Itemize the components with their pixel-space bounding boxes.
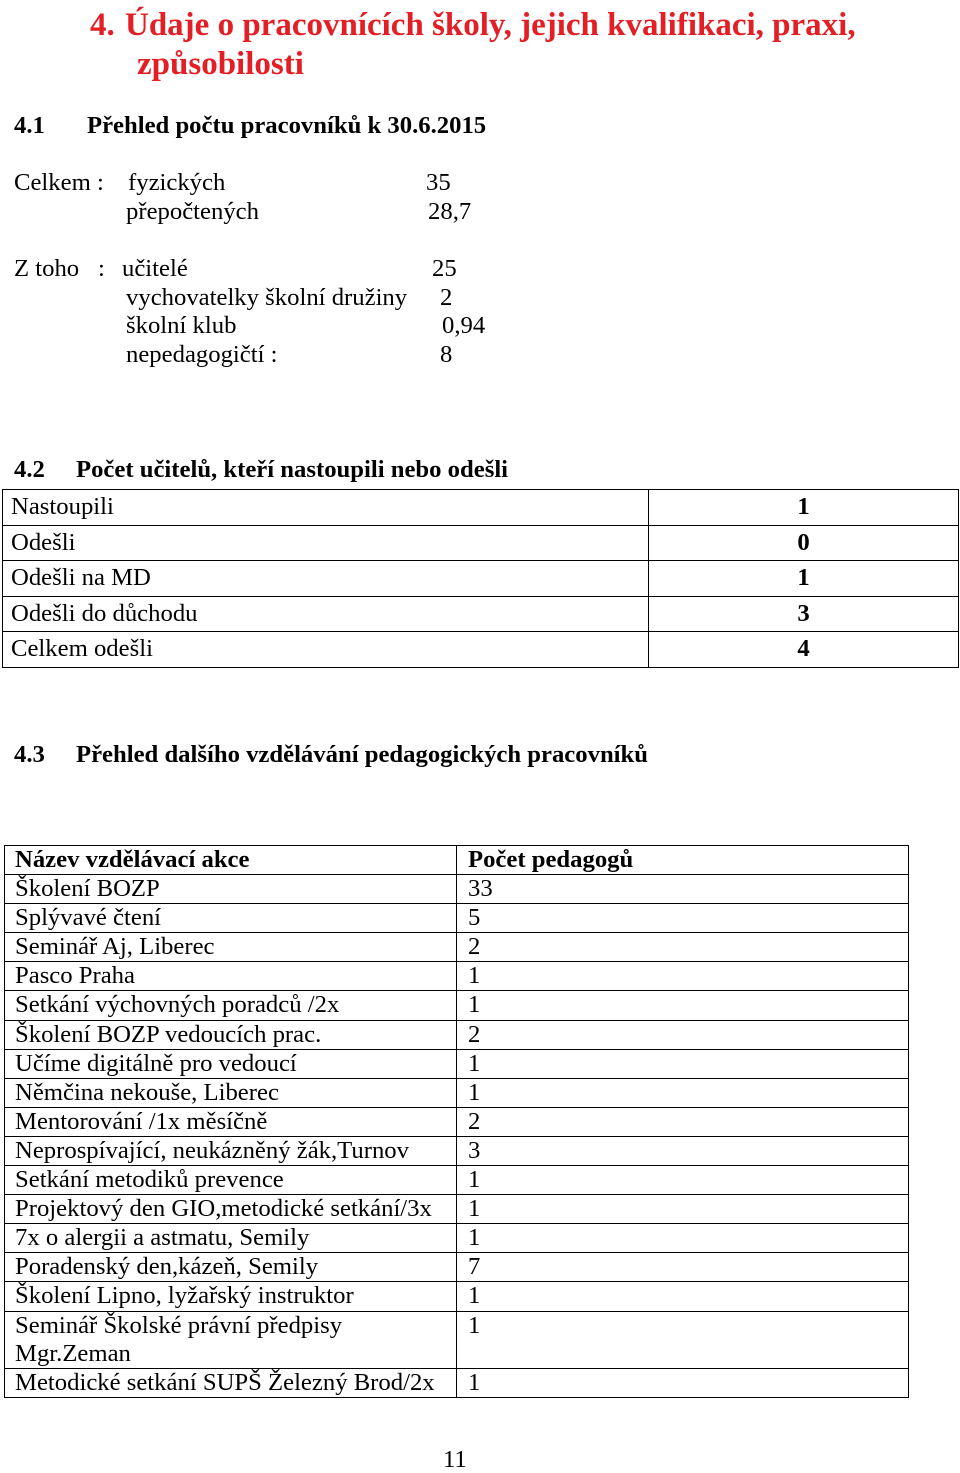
training-participant-count: 1 [457,991,909,1020]
training-row [5,1020,909,1049]
staff-change-label: Odešli [3,525,649,561]
training-participant-count: 1 [457,962,909,991]
training-row [5,1195,909,1224]
training-row [5,875,909,904]
staff-educators-label: vychovatelky školní družiny [126,283,408,311]
training-event-name: Seminář Aj, Liberec [5,933,457,962]
training-participant-count: 1 [457,1224,909,1253]
staff-change-row [3,525,959,561]
staff-non-teaching-label: nepedagogičtí : [126,340,278,368]
training-participant-count: 5 [457,904,909,933]
staff-changes-table-body [3,490,959,668]
training-event-name: Neprospívající, neukázněný žák,Turnov [5,1136,457,1165]
training-event-name: Seminář Školské právní předpisy Mgr.Zeman [5,1311,457,1368]
training-row [5,1078,909,1107]
staff-change-label: Celkem odešli [3,632,649,668]
training-participant-count: 1 [457,1049,909,1078]
staff-breakdown-label: Z toho [14,254,80,282]
training-participant-count: 1 [457,1166,909,1195]
training-event-name: Poradenský den,kázeň, Semily [5,1253,457,1282]
staff-change-count: 0 [649,525,959,561]
training-participant-count: 3 [457,1136,909,1165]
training-event-name: Školení BOZP [5,875,457,904]
training-participant-count: 1 [457,1195,909,1224]
training-row [5,1311,909,1368]
training-header-event-name: Název vzdělávací akce [5,846,457,875]
staff-breakdown-colon: : [98,254,105,282]
training-event-name: Setkání výchovných poradců /2x [5,991,457,1020]
training-participant-count: 1 [457,1311,909,1368]
staff-changes-table [2,489,959,668]
training-row [5,1368,909,1397]
staff-school-club-label: školní klub [126,311,237,339]
staff-total-fte-value: 28,7 [428,197,472,225]
page-number: 11 [443,1446,467,1473]
staff-total-physical-value: 35 [426,168,451,196]
staff-change-row [3,632,959,668]
training-row [5,1049,909,1078]
training-event-name: Učíme digitálně pro vedoucí [5,1049,457,1078]
staff-change-row [3,561,959,597]
training-event-name: Pasco Praha [5,962,457,991]
training-participant-count: 1 [457,1368,909,1397]
training-event-name: Školení BOZP vedoucích prac. [5,1020,457,1049]
training-participant-count: 2 [457,1107,909,1136]
staff-change-count: 1 [649,561,959,597]
section-number-4-2: 4.2 [14,455,45,483]
staff-change-label: Nastoupili [3,490,649,526]
training-event-name: Setkání metodiků prevence [5,1166,457,1195]
training-participant-count: 7 [457,1253,909,1282]
training-row [5,1282,909,1311]
training-event-name: Splývavé čtení [5,904,457,933]
training-event-name: 7x o alergii a astmatu, Semily [5,1224,457,1253]
training-row [5,1136,909,1165]
section-title-4-2: Počet učitelů, kteří nastoupili nebo odešli [76,455,509,483]
training-participant-count: 1 [457,1078,909,1107]
training-row [5,1253,909,1282]
section-number-4-1: 4.1 [14,111,45,139]
staff-change-count: 3 [649,596,959,632]
training-event-name: Metodické setkání SUPŠ Železný Brod/2x [5,1368,457,1397]
staff-change-label: Odešli na MD [3,561,649,597]
chapter-number: 4. [90,7,115,43]
staff-educators-value: 2 [440,283,453,311]
training-row [5,1107,909,1136]
training-row [5,1166,909,1195]
chapter-title-line-2: způsobilosti [137,46,304,82]
training-row [5,933,909,962]
training-row [5,1224,909,1253]
training-row [5,991,909,1020]
staff-total-fte-label: přepočtených [126,197,259,225]
staff-change-label: Odešli do důchodu [3,596,649,632]
training-event-name: Projektový den GIO,metodické setkání/3x [5,1195,457,1224]
training-table [4,845,909,1398]
staff-school-club-value: 0,94 [442,311,486,339]
training-participant-count: 33 [457,875,909,904]
training-row [5,904,909,933]
section-number-4-3: 4.3 [14,740,45,768]
training-header-participant-count: Počet pedagogů [457,846,909,875]
staff-change-count: 1 [649,490,959,526]
training-participant-count: 1 [457,1282,909,1311]
training-participant-count: 2 [457,1020,909,1049]
staff-teachers-label: učitelé [122,254,188,282]
training-event-name: Němčina nekouše, Liberec [5,1078,457,1107]
section-title-4-1: Přehled počtu pracovníků k 30.6.2015 [87,111,487,139]
training-event-name: Mentorování /1x měsíčně [5,1107,457,1136]
training-table-body [5,846,909,1398]
training-table-header [5,846,909,875]
chapter-title-line-1: Údaje o pracovnících školy, jejich kvalifikaci, praxi, [125,7,856,43]
training-event-name: Školení Lipno, lyžařský instruktor [5,1282,457,1311]
staff-change-count: 4 [649,632,959,668]
training-row [5,962,909,991]
staff-change-row [3,596,959,632]
staff-total-physical-label: fyzických [128,168,226,196]
training-participant-count: 2 [457,933,909,962]
section-title-4-3: Přehled dalšího vzdělávání pedagogických pracovníků [76,740,648,768]
staff-change-row [3,490,959,526]
staff-total-label: Celkem : [14,168,104,196]
staff-teachers-value: 25 [432,254,457,282]
staff-non-teaching-value: 8 [440,340,453,368]
